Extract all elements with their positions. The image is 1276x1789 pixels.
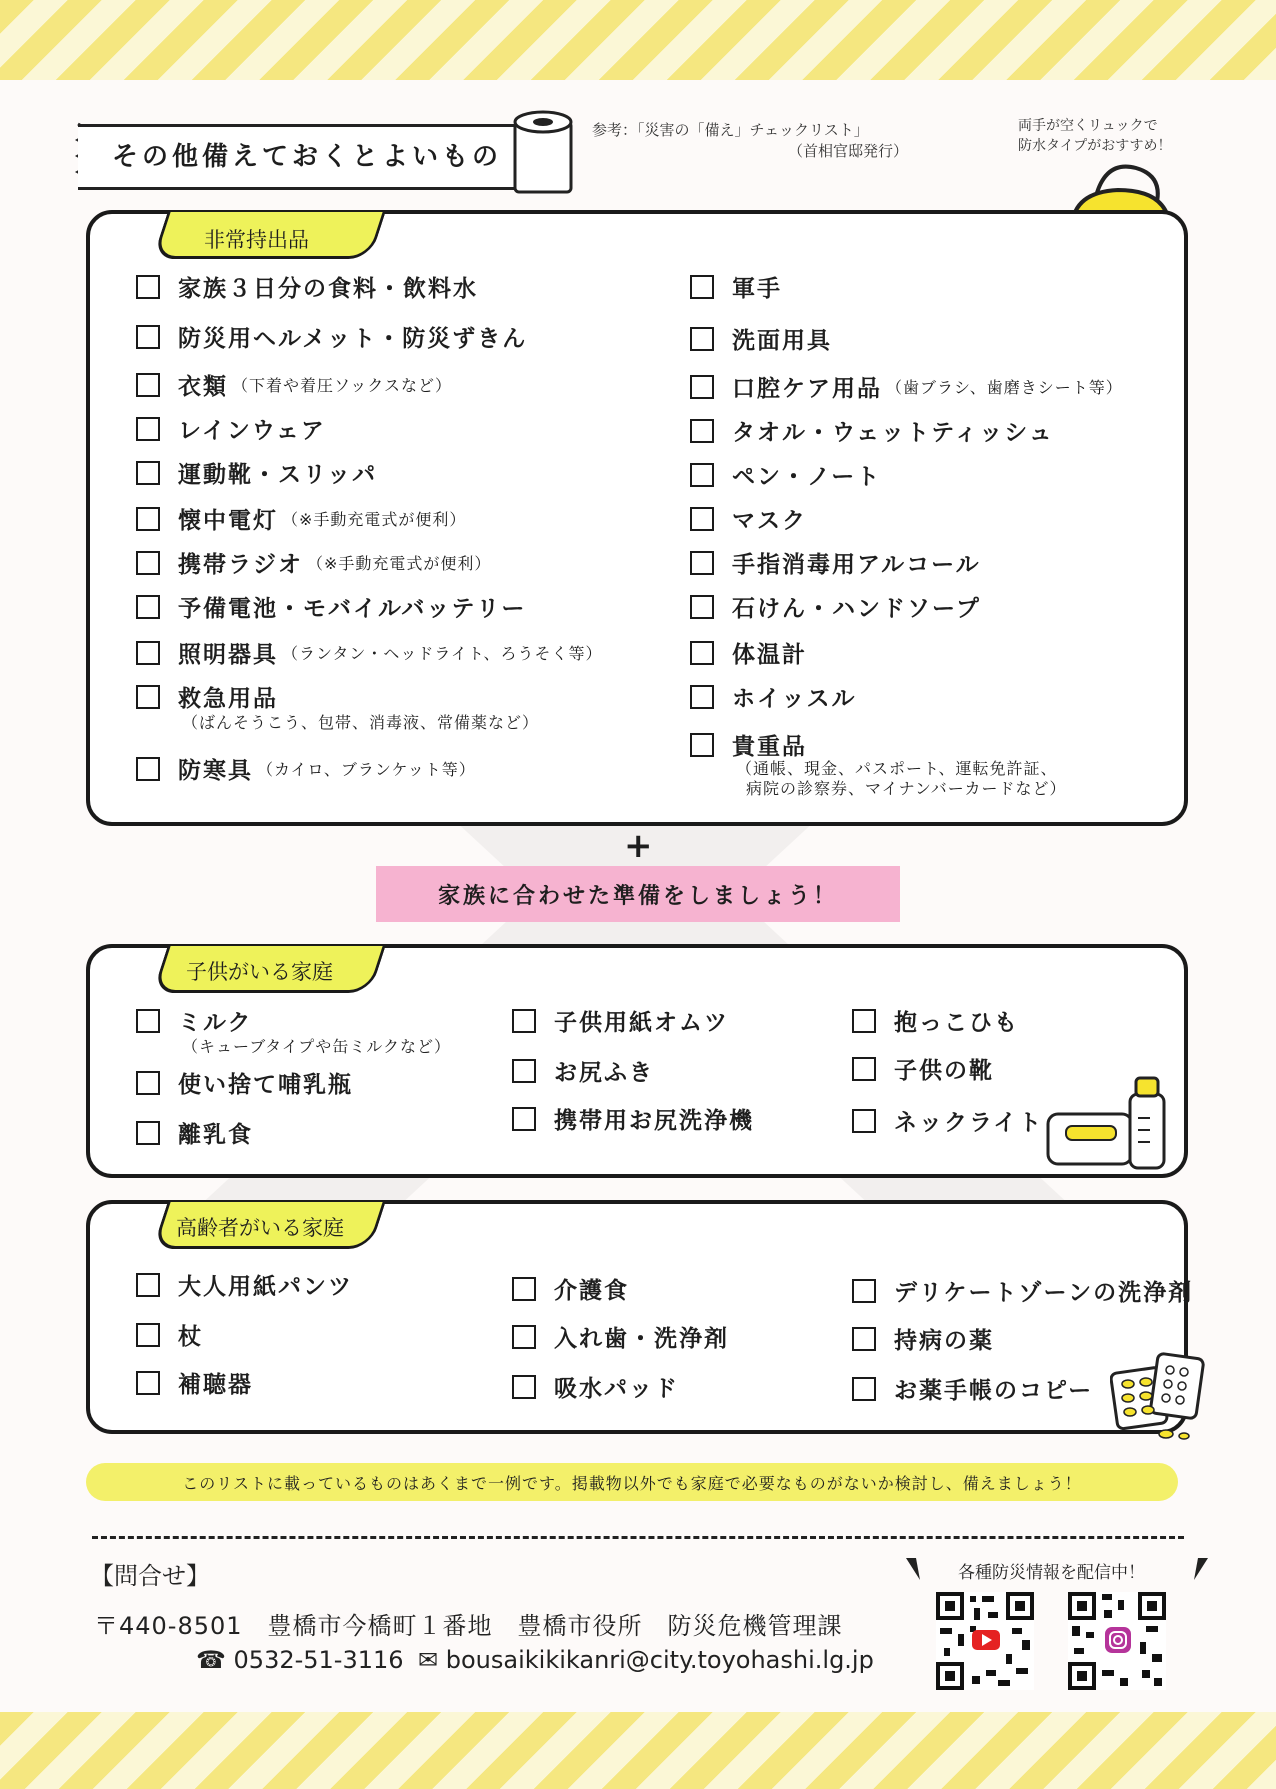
checkbox[interactable] xyxy=(136,551,160,575)
checkbox[interactable] xyxy=(136,417,160,441)
item-label: 携帯用お尻洗浄機 xyxy=(554,1108,754,1134)
item-label: 防寒具 xyxy=(178,758,253,784)
checklist-item[interactable] xyxy=(690,546,981,579)
checklist-item[interactable] xyxy=(136,546,491,579)
item-label: 補聴器 xyxy=(178,1372,253,1398)
checklist-item[interactable] xyxy=(136,636,602,669)
item-label: 入れ歯・洗浄剤 xyxy=(554,1326,729,1352)
checkbox[interactable] xyxy=(136,325,160,349)
youtube-qr-code[interactable] xyxy=(936,1592,1034,1690)
item-label: ネックライト xyxy=(894,1110,1044,1136)
item-label: 衣類 xyxy=(178,374,228,400)
checklist-item[interactable] xyxy=(690,270,782,303)
checkbox[interactable] xyxy=(690,507,714,531)
item-label: 照明器具 xyxy=(178,642,278,668)
item-label: 予備電池・モバイルバッテリー xyxy=(178,596,527,622)
item-label: タオル・ウェットティッシュ xyxy=(732,420,1054,446)
item-label: 石けん・ハンドソープ xyxy=(732,596,981,622)
checklist-item[interactable] xyxy=(136,590,526,623)
item-label: ホイッスル xyxy=(732,686,857,712)
checklist-item[interactable] xyxy=(136,1268,353,1301)
checklist-item[interactable] xyxy=(690,322,832,355)
checkbox[interactable] xyxy=(852,1279,876,1303)
checkbox[interactable] xyxy=(852,1057,876,1081)
checkbox[interactable] xyxy=(136,685,160,709)
emergency-tab-label: 非常持出品 xyxy=(204,228,309,252)
item-note: （※手動充電式が便利） xyxy=(282,510,467,529)
checkbox[interactable] xyxy=(690,375,714,399)
checkbox[interactable] xyxy=(690,419,714,443)
checkbox[interactable] xyxy=(690,641,714,665)
checklist-item[interactable] xyxy=(852,1274,1193,1307)
checklist-item[interactable] xyxy=(136,1318,203,1351)
item-note: （歯ブラシ、歯磨きシート等） xyxy=(886,378,1123,397)
checkbox[interactable] xyxy=(852,1327,876,1351)
item-label: 子供の靴 xyxy=(894,1058,994,1084)
family-banner: 家族に合わせた準備をしましょう！ xyxy=(376,866,900,922)
checkbox[interactable] xyxy=(690,595,714,619)
checkbox[interactable] xyxy=(512,1277,536,1301)
item-note: （※手動充電式が便利） xyxy=(307,554,492,573)
checkbox[interactable] xyxy=(512,1375,536,1399)
item-label: 携帯ラジオ xyxy=(178,552,303,578)
item-label: 運動靴・スリッパ xyxy=(178,462,378,488)
contact-heading: 【問合せ】 xyxy=(90,1562,210,1590)
item-label: 洗面用具 xyxy=(732,328,832,354)
milk-detail: （キューブタイプや缶ミルクなど） xyxy=(182,1037,451,1056)
checkbox[interactable] xyxy=(512,1009,536,1033)
checklist-item[interactable] xyxy=(136,1066,353,1099)
checklist-item[interactable] xyxy=(852,1372,1093,1405)
checklist-item[interactable] xyxy=(136,1116,253,1149)
item-label: ペン・ノート xyxy=(732,464,882,490)
paper-roll-icon xyxy=(510,108,580,200)
checkbox[interactable] xyxy=(512,1107,536,1131)
checkbox[interactable] xyxy=(136,641,160,665)
checklist-item[interactable] xyxy=(136,502,466,535)
checklist-item[interactable] xyxy=(136,320,527,353)
checklist-item[interactable] xyxy=(852,1004,1019,1037)
checkbox[interactable] xyxy=(512,1059,536,1083)
checkbox[interactable] xyxy=(136,373,160,397)
checklist-item[interactable] xyxy=(852,1104,1043,1137)
item-label: 家族３日分の食料・飲料水 xyxy=(178,276,478,302)
checklist-item[interactable] xyxy=(690,680,857,713)
item-label: デリケートゾーンの洗浄剤 xyxy=(894,1280,1194,1306)
reference-line-2: （首相官邸発行） xyxy=(788,142,909,160)
checkbox[interactable] xyxy=(690,463,714,487)
plus-sign: + xyxy=(624,826,653,866)
item-label: ミルク xyxy=(178,1010,253,1036)
checklist-item[interactable] xyxy=(136,1366,253,1399)
item-label: 救急用品 xyxy=(178,686,278,712)
item-label: 持病の薬 xyxy=(894,1328,994,1354)
checklist-item[interactable] xyxy=(136,412,326,445)
item-label: 離乳食 xyxy=(178,1122,253,1148)
item-label: お尻ふき xyxy=(554,1060,654,1086)
checkbox[interactable] xyxy=(690,327,714,351)
children-tab-label: 子供がいる家庭 xyxy=(186,960,333,984)
item-label: 抱っこひも xyxy=(894,1010,1019,1036)
checklist-item[interactable] xyxy=(690,458,881,491)
item-note: （下着や着圧ソックスなど） xyxy=(232,376,453,395)
checklist-item[interactable] xyxy=(690,502,807,535)
checkbox[interactable] xyxy=(136,275,160,299)
notice-banner: このリストに載っているものはあくまで一例です。掲載物以外でも家庭で必要なものがないか検討し、備えましょう！ xyxy=(86,1463,1178,1501)
checklist-item[interactable] xyxy=(136,368,452,401)
item-label: 口腔ケア用品 xyxy=(732,376,882,402)
checkbox[interactable] xyxy=(136,1323,160,1347)
item-label: 軍手 xyxy=(732,276,782,302)
contact-email[interactable]: ✉ bousaikikikanri@city.toyohashi.lg.jp xyxy=(418,1646,874,1674)
checklist-item[interactable] xyxy=(136,1004,253,1037)
checkbox[interactable] xyxy=(136,1121,160,1145)
checklist-item[interactable] xyxy=(512,1320,729,1353)
item-label: 貴重品 xyxy=(732,734,807,760)
item-label: 吸水パッド xyxy=(554,1376,679,1402)
dashed-divider xyxy=(92,1536,1184,1539)
checklist-item[interactable] xyxy=(690,590,981,623)
checklist-item[interactable] xyxy=(512,1004,729,1037)
checkbox[interactable] xyxy=(690,275,714,299)
tip-line-1: 両手が空くリュックで xyxy=(1018,118,1158,134)
item-label: 子供用紙オムツ xyxy=(554,1010,729,1036)
item-note: （カイロ、ブランケット等） xyxy=(257,760,476,779)
item-label: 防災用ヘルメット・防災ずきん xyxy=(178,326,528,352)
checklist-item[interactable] xyxy=(512,1054,654,1087)
checklist-item[interactable] xyxy=(136,270,478,303)
item-label: 介護食 xyxy=(554,1278,629,1304)
checkbox[interactable] xyxy=(690,733,714,757)
item-label: 懐中電灯 xyxy=(178,508,278,534)
checkbox[interactable] xyxy=(136,1371,160,1395)
broadcast-label: 各種防災情報を配信中！ xyxy=(958,1563,1145,1583)
reference-line-1: 参考：「災害の「備え」チェックリスト」 xyxy=(592,121,869,139)
valuables-detail-2: 病院の診察券、マイナンバーカードなど） xyxy=(746,779,1067,798)
page-title: その他備えておくとよいもの xyxy=(112,142,503,172)
tip-line-2: 防水タイプがおすすめ！ xyxy=(1018,138,1172,154)
checkbox[interactable] xyxy=(852,1377,876,1401)
checklist-item[interactable] xyxy=(512,1370,679,1403)
checklist-item[interactable] xyxy=(690,414,1054,447)
elderly-tab-label: 高齢者がいる家庭 xyxy=(176,1216,344,1240)
checkbox[interactable] xyxy=(136,1071,160,1095)
item-label: 大人用紙パンツ xyxy=(178,1274,353,1300)
checklist-item[interactable] xyxy=(512,1102,754,1135)
checkbox[interactable] xyxy=(136,757,160,781)
item-label: レインウェア xyxy=(178,418,326,444)
item-label: 体温計 xyxy=(732,642,807,668)
item-label: 手指消毒用アルコール xyxy=(732,552,981,578)
medicine-pills-icon xyxy=(1110,1352,1206,1442)
item-label: お薬手帳のコピー xyxy=(894,1378,1094,1404)
reference-note xyxy=(592,120,908,162)
checkbox[interactable] xyxy=(136,507,160,531)
instagram-qr-code[interactable] xyxy=(1068,1592,1166,1690)
checklist-item[interactable] xyxy=(690,728,807,761)
checkbox[interactable] xyxy=(136,461,160,485)
checklist-item[interactable] xyxy=(852,1052,994,1085)
checkbox[interactable] xyxy=(136,595,160,619)
checkbox[interactable] xyxy=(512,1325,536,1349)
item-label: 使い捨て哺乳瓶 xyxy=(178,1072,353,1098)
checkbox[interactable] xyxy=(690,685,714,709)
backpack-tip xyxy=(1018,116,1171,156)
baby-bottle-wipes-icon xyxy=(1046,1074,1172,1174)
item-note: （ランタン・ヘッドライト、ろうそく等） xyxy=(282,644,603,663)
checklist-item[interactable] xyxy=(136,680,278,713)
checklist-item[interactable] xyxy=(690,636,807,669)
checklist-item[interactable] xyxy=(136,752,476,785)
first-aid-detail: （ばんそうこう、包帯、消毒液、常備薬など） xyxy=(182,713,540,732)
contact-phone[interactable]: ☎ 0532-51-3116 xyxy=(196,1646,404,1674)
checkbox[interactable] xyxy=(852,1109,876,1133)
valuables-detail-1: （通帳、現金、パスポート、運転免許証、 xyxy=(736,759,1058,778)
item-label: 杖 xyxy=(178,1324,203,1350)
checklist-item[interactable] xyxy=(690,370,1123,403)
checkbox[interactable] xyxy=(136,1009,160,1033)
checkbox[interactable] xyxy=(136,1273,160,1297)
checkbox[interactable] xyxy=(690,551,714,575)
checklist-item[interactable] xyxy=(852,1322,994,1355)
contact-address: 〒440-8501 豊橋市今橋町１番地 豊橋市役所 防災危機管理課 xyxy=(94,1612,843,1640)
checkbox[interactable] xyxy=(852,1009,876,1033)
checklist-item[interactable] xyxy=(136,456,377,489)
checklist-item[interactable] xyxy=(512,1272,629,1305)
item-label: マスク xyxy=(732,508,807,534)
